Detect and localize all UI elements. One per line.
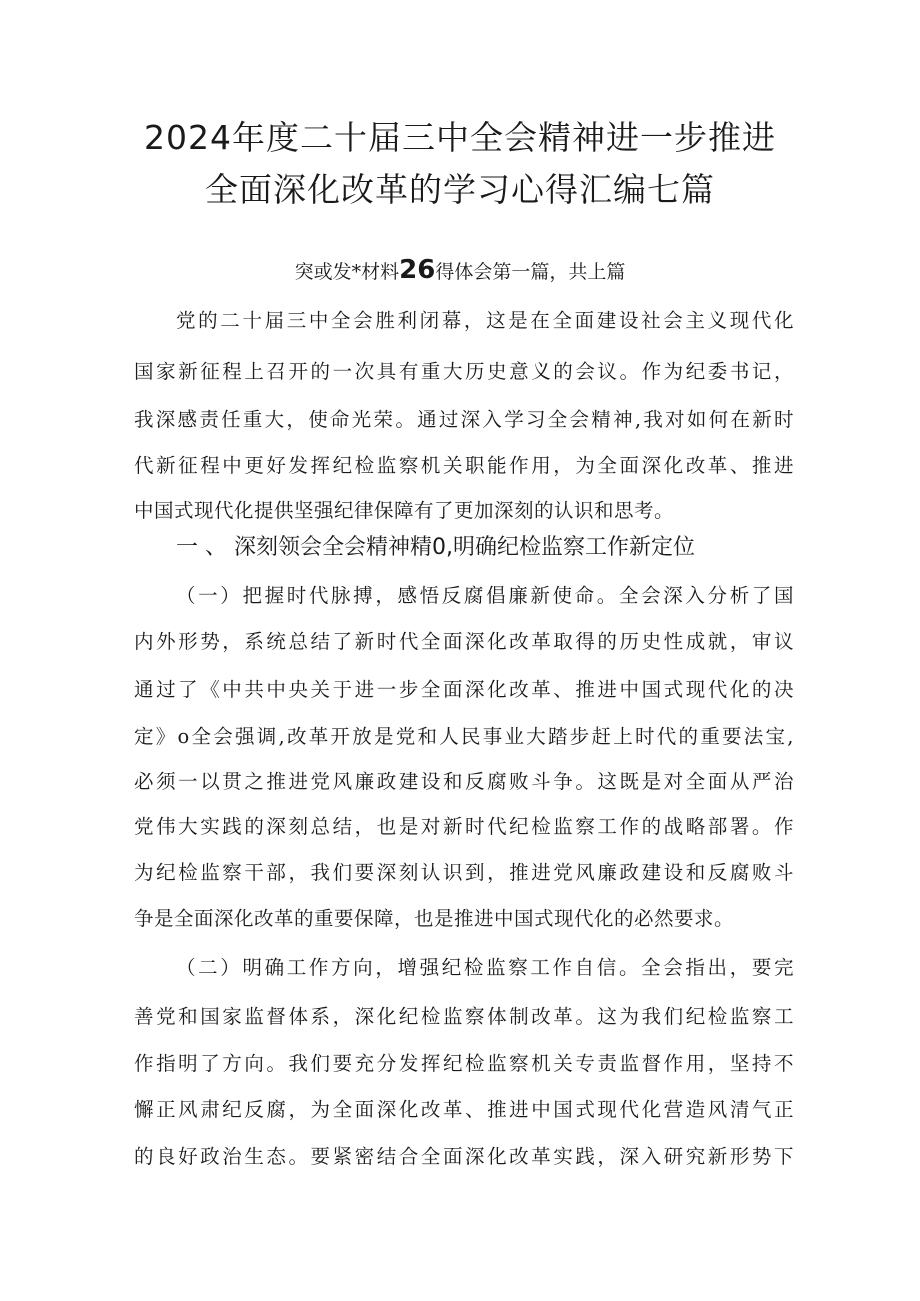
paragraph-line: 通过了《中共中央关于进一步全面深化改革、推进中国式现代化的决 xyxy=(134,678,794,701)
paragraph-line: 善党和国家监督体系，深化纪检监察体制改革。这为我们纪检监察工 xyxy=(134,1005,794,1028)
paragraph-line: （二）明确工作方向，增强纪检监察工作自信。全会指出，要完 xyxy=(176,956,794,979)
paragraph-line: 内外形势，系统总结了新时代全面深化改革取得的历史性成就，审议 xyxy=(134,630,794,653)
paragraph-line: 国家新征程上召开的一次具有重大历史意义的会议。作为纪委书记， xyxy=(134,360,794,383)
paragraph-line: 为纪检监察干部，我们要深刻认识到，推进党风廉政建设和反腐败斗 xyxy=(134,861,794,884)
subheading-post: 得体会第一篇，共上篇 xyxy=(435,261,626,283)
paragraph-line: 的良好政治生态。要紧密结合全面深化改革实践，深入研究新形势下 xyxy=(134,1145,794,1168)
document-title-line-2: 全面深化改革的学习心得汇编七篇 xyxy=(205,170,715,209)
paragraph-line: 中国式现代化提供坚强纪律保障有了更加深刻的认识和思考。 xyxy=(134,499,675,522)
paragraph-line: 代新征程中更好发挥纪检监察机关职能作用，为全面深化改革、推进 xyxy=(134,454,794,477)
paragraph-line: 党伟大实践的深刻总结，也是对新时代纪检监察工作的战略部署。作 xyxy=(134,815,794,838)
paragraph-line: 必须一以贯之推进党风廉政建设和反腐败斗争。这既是对全面从严治 xyxy=(134,770,794,793)
paragraph-line: 争是全面深化改革的重要保障，也是推进中国式现代化的必然要求。 xyxy=(134,907,735,930)
paragraph-line: 我深感责任重大，使命光荣。通过深入学习全会精神,我对如何在新时 xyxy=(134,408,794,431)
document-title-line-1: 2024年度二十届三中全会精神进一步推进 xyxy=(144,118,776,157)
section-heading: 一 、 深刻领会全会精神精0,明确纪检监察工作新定位 xyxy=(176,535,695,560)
subheading-pre: 突或发*材料 xyxy=(294,261,400,283)
paragraph-line: 作指明了方向。我们要充分发挥纪检监察机关专责监督作用，坚持不 xyxy=(134,1052,794,1075)
document-subheading xyxy=(0,255,920,285)
paragraph-line: 党的二十届三中全会胜利闭幕，这是在全面建设社会主义现代化 xyxy=(176,309,794,332)
subheading-number: 26 xyxy=(399,255,436,285)
paragraph-line: 懈正风肃纪反腐，为全面深化改革、推进中国式现代化营造风清气正 xyxy=(134,1098,794,1121)
paragraph-line: （一）把握时代脉搏，感悟反腐倡廉新使命。全会深入分析了国 xyxy=(176,584,794,607)
paragraph-line: 定》o全会强调,改革开放是党和人民事业大踏步赶上时代的重要法宝, xyxy=(134,725,794,748)
